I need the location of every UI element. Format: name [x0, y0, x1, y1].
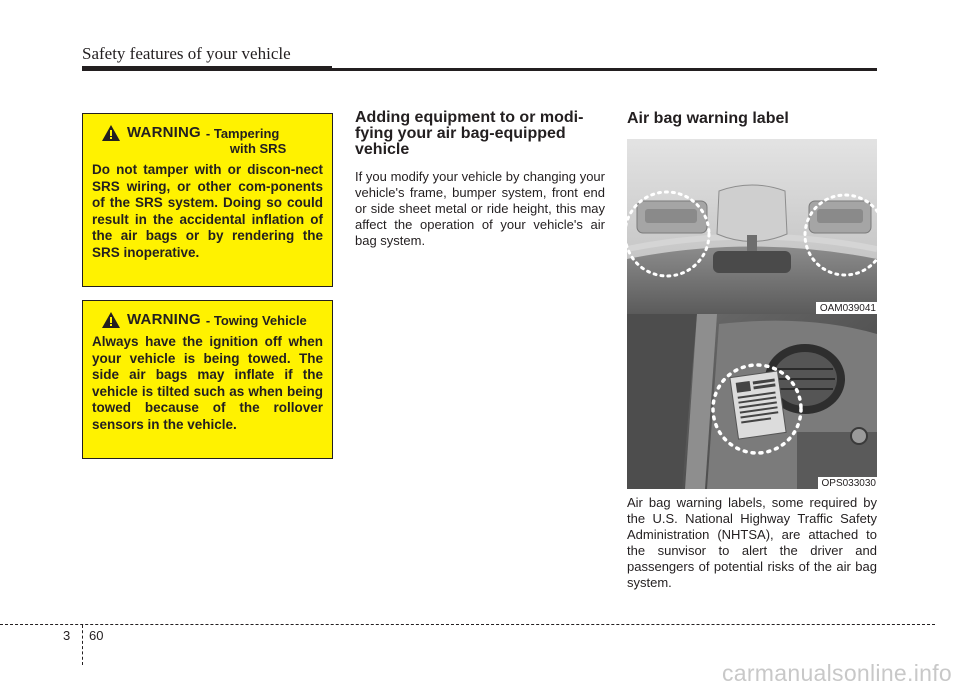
watermark-text: carmanualsonline.info — [721, 660, 952, 686]
photo-sunvisor — [627, 139, 877, 314]
section-body-equipment: If you modify your vehicle by changing your vehicle's frame, bumper system, front end or side sheet metal or ride height, this may affect the operation of your vehicle's air bag system. — [355, 169, 605, 248]
photo-dashboard-label — [627, 314, 877, 489]
warning-subtitle — [206, 126, 286, 156]
footer-divider — [82, 625, 83, 665]
photo-caption: OAM039041 — [816, 302, 877, 314]
warning-body: Do not tamper with or discon-nect SRS wiring, or other com-ponents of the SRS system. Doing so could result in the accidental inflation of the air bags or by rendering the SRS inoperative. — [92, 162, 323, 260]
warning-subtitle-line: - Tampering — [205, 126, 280, 141]
warning-box-towing — [82, 300, 333, 459]
photo-caption: OPS033030 — [818, 477, 878, 489]
footer-rule — [0, 624, 935, 625]
section-heading-equipment: Adding equipment to or modi-fying your air bag-equipped vehicle — [355, 109, 584, 158]
sunvisor-photo-illustration — [627, 139, 877, 314]
warning-subtitle: - Towing Vehicle — [205, 313, 307, 328]
warning-subtitle-line: with SRS — [229, 141, 287, 156]
dashboard-photo-illustration — [627, 314, 877, 489]
warning-box-tampering — [82, 113, 333, 287]
warning-triangle-icon — [102, 312, 120, 328]
chapter-number: 3 — [63, 628, 71, 643]
warning-triangle-icon — [102, 125, 120, 141]
warning-label: WARNING — [127, 311, 201, 328]
header-rule-accent — [82, 66, 332, 71]
warning-body: Always have the ignition off when your vehicle is being towed. The side air bags may inflate if the vehicle is tilted such as when being towed because of the rollover sensors in the vehicle. — [92, 334, 323, 432]
warning-label: WARNING — [127, 124, 201, 141]
section-heading-label: Air bag warning label — [627, 110, 789, 127]
section-body-label: Air bag warning labels, some required by the U.S. National Highway Traffic Safety Administration (NHTSA), are attached to the sunvisor to alert the driver and passengers of potential risks of the air bag system. — [627, 495, 877, 590]
page-number: 60 — [89, 628, 104, 643]
page-header-title: Safety features of your vehicle — [82, 44, 291, 63]
